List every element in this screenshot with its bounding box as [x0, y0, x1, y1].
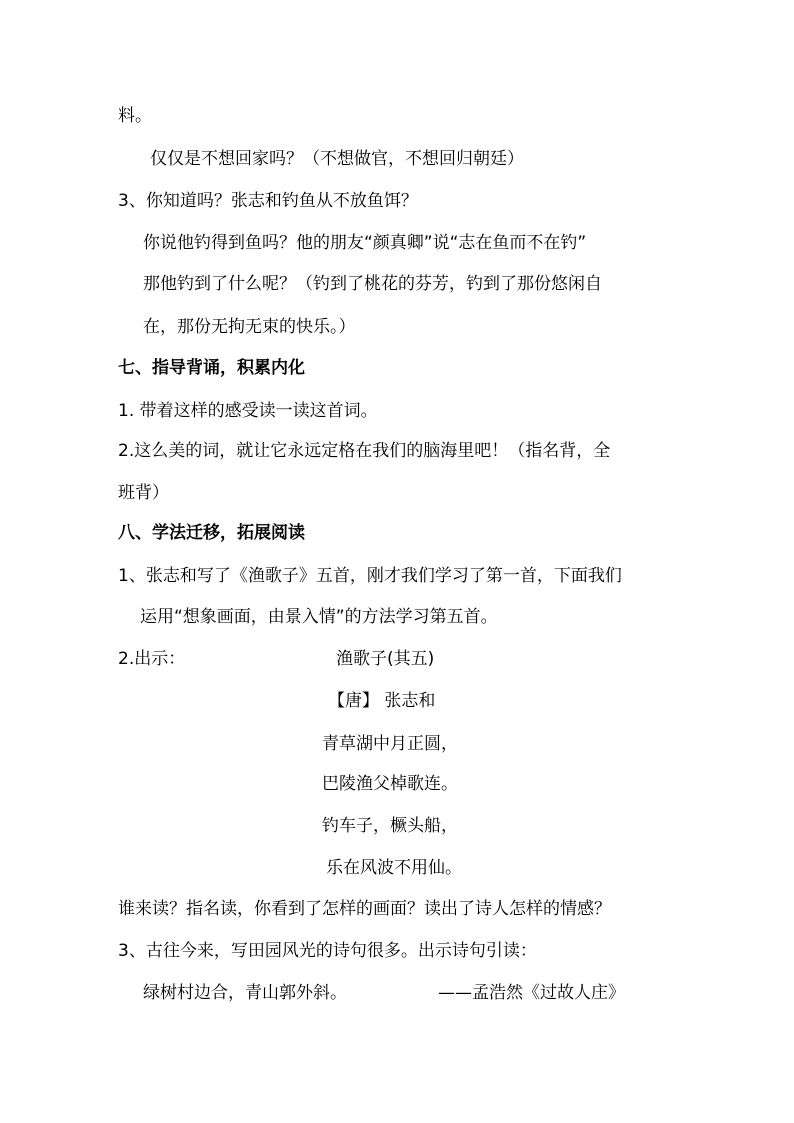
- text-line: 在，那份无拘无束的快乐。）: [143, 317, 356, 337]
- text-line: 1. 带着这样的感受读一读这首词。: [118, 401, 378, 421]
- text-line: 运用“想象画面，由景入情”的方法学习第五首。: [140, 607, 498, 627]
- text-line: 料。: [118, 106, 152, 126]
- poem-line: 钓车子，橛头船，: [322, 816, 458, 836]
- section-heading-7: 七、指导背诵，积累内化: [118, 358, 305, 378]
- text-line: 那他钓到了什么呢？（钓到了桃花的芬芳，钓到了那份悠闲自: [143, 274, 602, 294]
- poem-line: 乐在风波不用仙。: [326, 858, 462, 878]
- text-line: 班背）: [118, 483, 169, 503]
- text-line: 你说他钓得到鱼吗？他的朋友“颜真卿”说“志在鱼而不在钓”: [143, 233, 587, 253]
- section-heading-8: 八、学法迁移，拓展阅读: [118, 523, 305, 543]
- text-line: 谁来读？指名读，你看到了怎样的画面？读出了诗人怎样的情感？: [118, 899, 611, 919]
- quote-attribution: ——孟浩然《过故人庄》: [438, 983, 625, 1003]
- text-line: 仅仅是不想回家吗？（不想做官，不想回归朝廷）: [150, 149, 524, 169]
- poem-line: 青草湖中月正圆，: [322, 734, 458, 754]
- text-line: 3、你知道吗？张志和钓鱼从不放鱼饵？: [118, 191, 418, 211]
- text-line: 2.出示：: [118, 649, 186, 669]
- text-line: 2.这么美的词，就让它永远定格在我们的脑海里吧！（指名背，全: [118, 441, 611, 461]
- poem-line: 巴陵渔父棹歌连。: [322, 774, 458, 794]
- text-line: 3、古往今来，写田园风光的诗句很多。出示诗句引读：: [118, 941, 537, 961]
- text-line: 1、张志和写了《渔歌子》五首，刚才我们学习了第一首，下面我们: [118, 566, 622, 586]
- poem-title: 渔歌子(其五): [336, 649, 435, 669]
- quote-line: 绿树村边合，青山郭外斜。: [143, 983, 347, 1003]
- poem-author: 【唐】 张志和: [328, 691, 436, 711]
